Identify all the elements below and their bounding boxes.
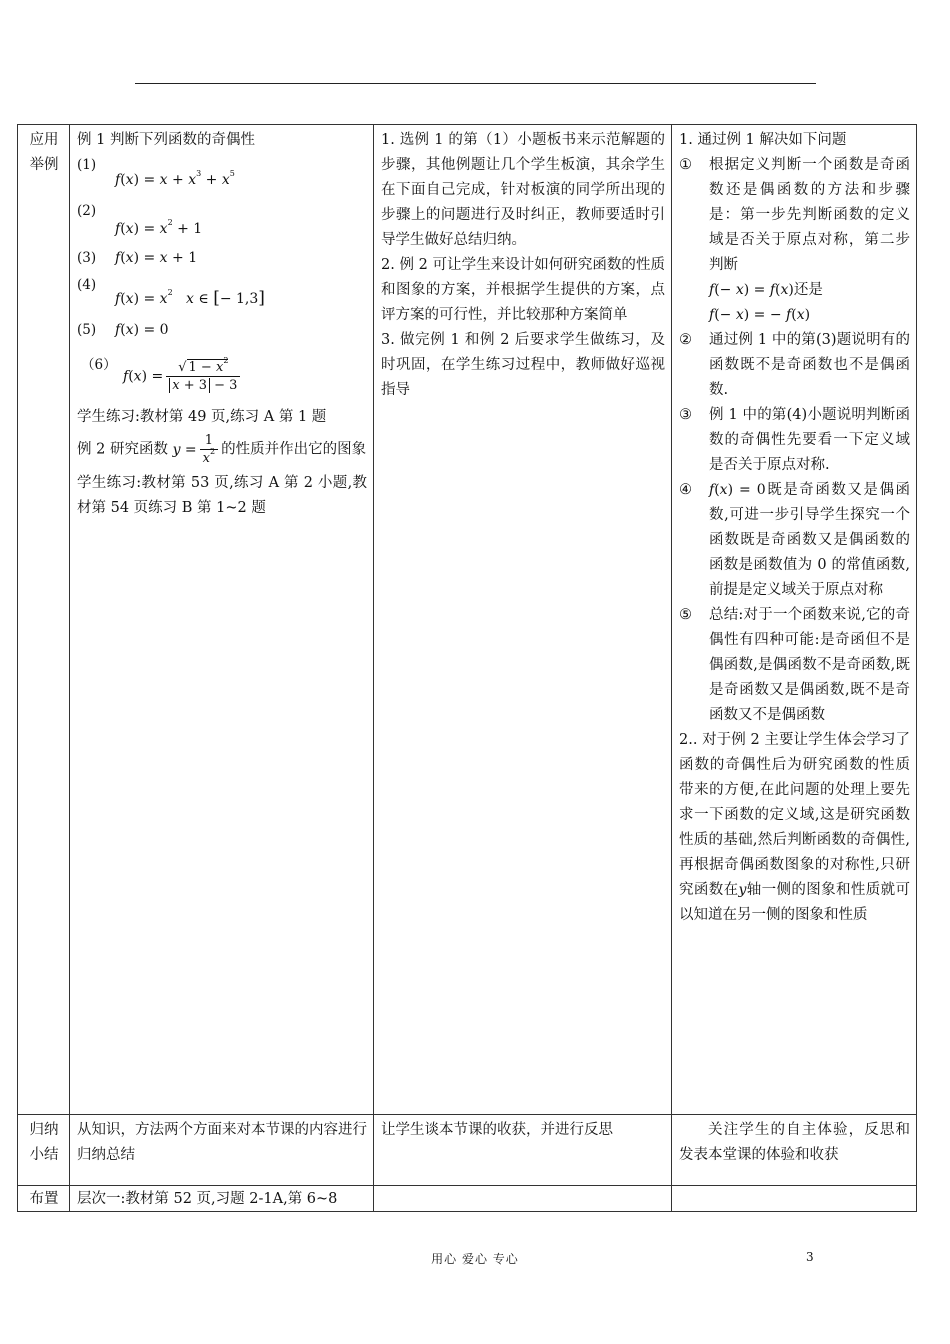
practice-2: 学生练习:教材第 53 页,练习 A 第 2 小题,教材第 54 页练习 B 第 1~2 题: [77, 475, 367, 516]
example-num: (4): [77, 277, 97, 293]
teacher-step-3: 3. 做完例 1 和例 2 后要求学生做练习，及时巩固，在学生练习过程中，教师做好巡视指导: [381, 332, 665, 398]
intent-item-1: [679, 153, 910, 328]
example2-formula: y = $\frac{1}{x^2}$: [173, 442, 222, 458]
example1-title: 例 1 判断下列函数的奇偶性: [77, 132, 255, 148]
para2-text-b: 轴一侧的图象和性质就可以知道在另一侧的图象和性质: [679, 882, 911, 923]
intent-item-4: [679, 478, 910, 603]
formula-f-neg-x-odd: f(− x) = − f(x): [709, 307, 811, 323]
example-3: [77, 243, 367, 273]
summary-content: 从知识，方法两个方面来对本节课的内容进行归纳总结: [70, 1115, 374, 1186]
assign-intent: [672, 1186, 917, 1212]
intent-item-5: [679, 603, 910, 728]
item-marker: ①: [679, 157, 692, 173]
item-marker: ②: [679, 332, 692, 348]
row-assign: [18, 1186, 917, 1212]
examples-cell: [70, 125, 374, 1115]
example-formula: $f(x) = x^2 + 1$: [115, 217, 203, 237]
para2-text-a: 2.. 对于例 2 主要让学生体会学习了函数的奇偶性后为研究函数的性质带来的方便,在此问题的处理上要先求一下函数的定义域,这是研究函数性质的基础,然后判断函数的奇偶性,再根据奇偶函数图象的对称性,只研究函数在: [679, 732, 910, 898]
item-text-b: 还是: [793, 282, 823, 298]
item-text: 例 1 中的第(4)小题说明判断函数的奇偶性先要看一下定义域是否关于原点对称.: [709, 407, 910, 473]
row-summary: [18, 1115, 917, 1186]
item-text: 总结:对于一个函数来说,它的奇偶性有四种可能:是奇函但不是偶函数,是偶函数不是奇函数,既是奇函数又是偶函数,既不是奇函数又不是偶函数: [709, 607, 910, 723]
intent-item-3: [679, 403, 910, 478]
example-formula: $f(x) = x + x^3 + x^5$: [115, 168, 235, 188]
item-text: 通过例 1 中的第(3)题说明有的函数既不是奇函数也不是偶函数.: [709, 332, 910, 398]
category-apply: 应用 举例: [18, 125, 70, 1115]
item-text-a: 根据定义判断一个函数是奇函数还是偶函数的方法和步骤是：第一步先判断函数的定义域是否关于原点对称，第二步判断: [709, 157, 910, 273]
practice-1: 学生练习:教材第 49 页,练习 A 第 1 题: [77, 409, 327, 425]
y-axis-var: y: [738, 882, 747, 898]
example2-prefix: 例 2 研究函数: [77, 441, 168, 458]
page-number: 3: [806, 1250, 814, 1264]
item-marker: ③: [679, 407, 692, 423]
item-text-wrap: [709, 478, 910, 603]
teacher-activity-cell: [374, 125, 672, 1115]
example-5: [77, 313, 367, 347]
header-rule: [135, 83, 816, 84]
formula-f-zero: f(x) = 0: [709, 482, 766, 498]
assign-activity: [374, 1186, 672, 1212]
example2-suffix: 的性质并作出它的图象: [221, 441, 367, 458]
example-num: (2): [77, 203, 97, 219]
intent-item-2: [679, 328, 910, 403]
example-1: [77, 153, 367, 193]
example-num: (1): [77, 157, 97, 173]
example-formula: $f(x) = x^2$ x ∈ [− 1,3]: [115, 288, 265, 308]
example-num: (5): [77, 321, 97, 338]
example2: [77, 432, 367, 467]
lesson-plan-table: [17, 124, 917, 1212]
design-intent-cell: [672, 125, 917, 1115]
item-text: 既是奇函数又是偶函数,可进一步引导学生探究一个函数既是奇函数又是偶函数的函数是函数值为 0 的常值函数,前提是定义域关于原点对称: [709, 482, 911, 598]
example-formula: f(x) = 0: [115, 321, 169, 338]
row-apply: [18, 125, 917, 1115]
item-text: [709, 153, 910, 328]
example-6: [77, 347, 367, 405]
formula-f-neg-x: f(− x) = f(x): [709, 282, 794, 298]
teacher-step-1: 1. 选例 1 的第（1）小题板书来示范解题的步骤，其他例题让几个学生板演，其余学生在下面自己完成，针对板演的同学所出现的步骤上的问题进行及时纠正，教师要适时引导学生做好总结归纳。: [381, 132, 665, 248]
category-assign: 布置: [18, 1186, 70, 1212]
intent-heading: 1. 通过例 1 解决如下问题: [679, 132, 847, 148]
example-num: (3): [77, 249, 97, 266]
assign-content: 层次一:教材第 52 页,习题 2-1A,第 6~8: [70, 1186, 374, 1212]
example-formula: f(x) = x + 1: [115, 249, 198, 266]
summary-intent: 关注学生的自主体验，反思和发表本堂课的体验和收获: [672, 1115, 917, 1186]
footer-motto: 用心 爱心 专心: [431, 1252, 519, 1266]
intent-para-2: [679, 728, 910, 928]
teacher-step-2: 2. 例 2 可让学生来设计如何研究函数的性质和图象的方案，并根据学生提供的方案，点评方案的可行性，并比较那种方案简单: [381, 257, 665, 323]
example-num: （6）: [81, 357, 117, 373]
item-marker: ⑤: [679, 607, 692, 623]
summary-activity: 让学生谈本节课的收获，并进行反思: [374, 1115, 672, 1186]
category-summary: 归纳 小结: [18, 1115, 70, 1186]
example-4: [77, 273, 367, 313]
example-2: [77, 193, 367, 243]
example-formula: f(x) = $\frac{√ 1 - x^2}{x + 3 - 3}$: [123, 359, 243, 394]
item-marker: ④: [679, 482, 692, 498]
